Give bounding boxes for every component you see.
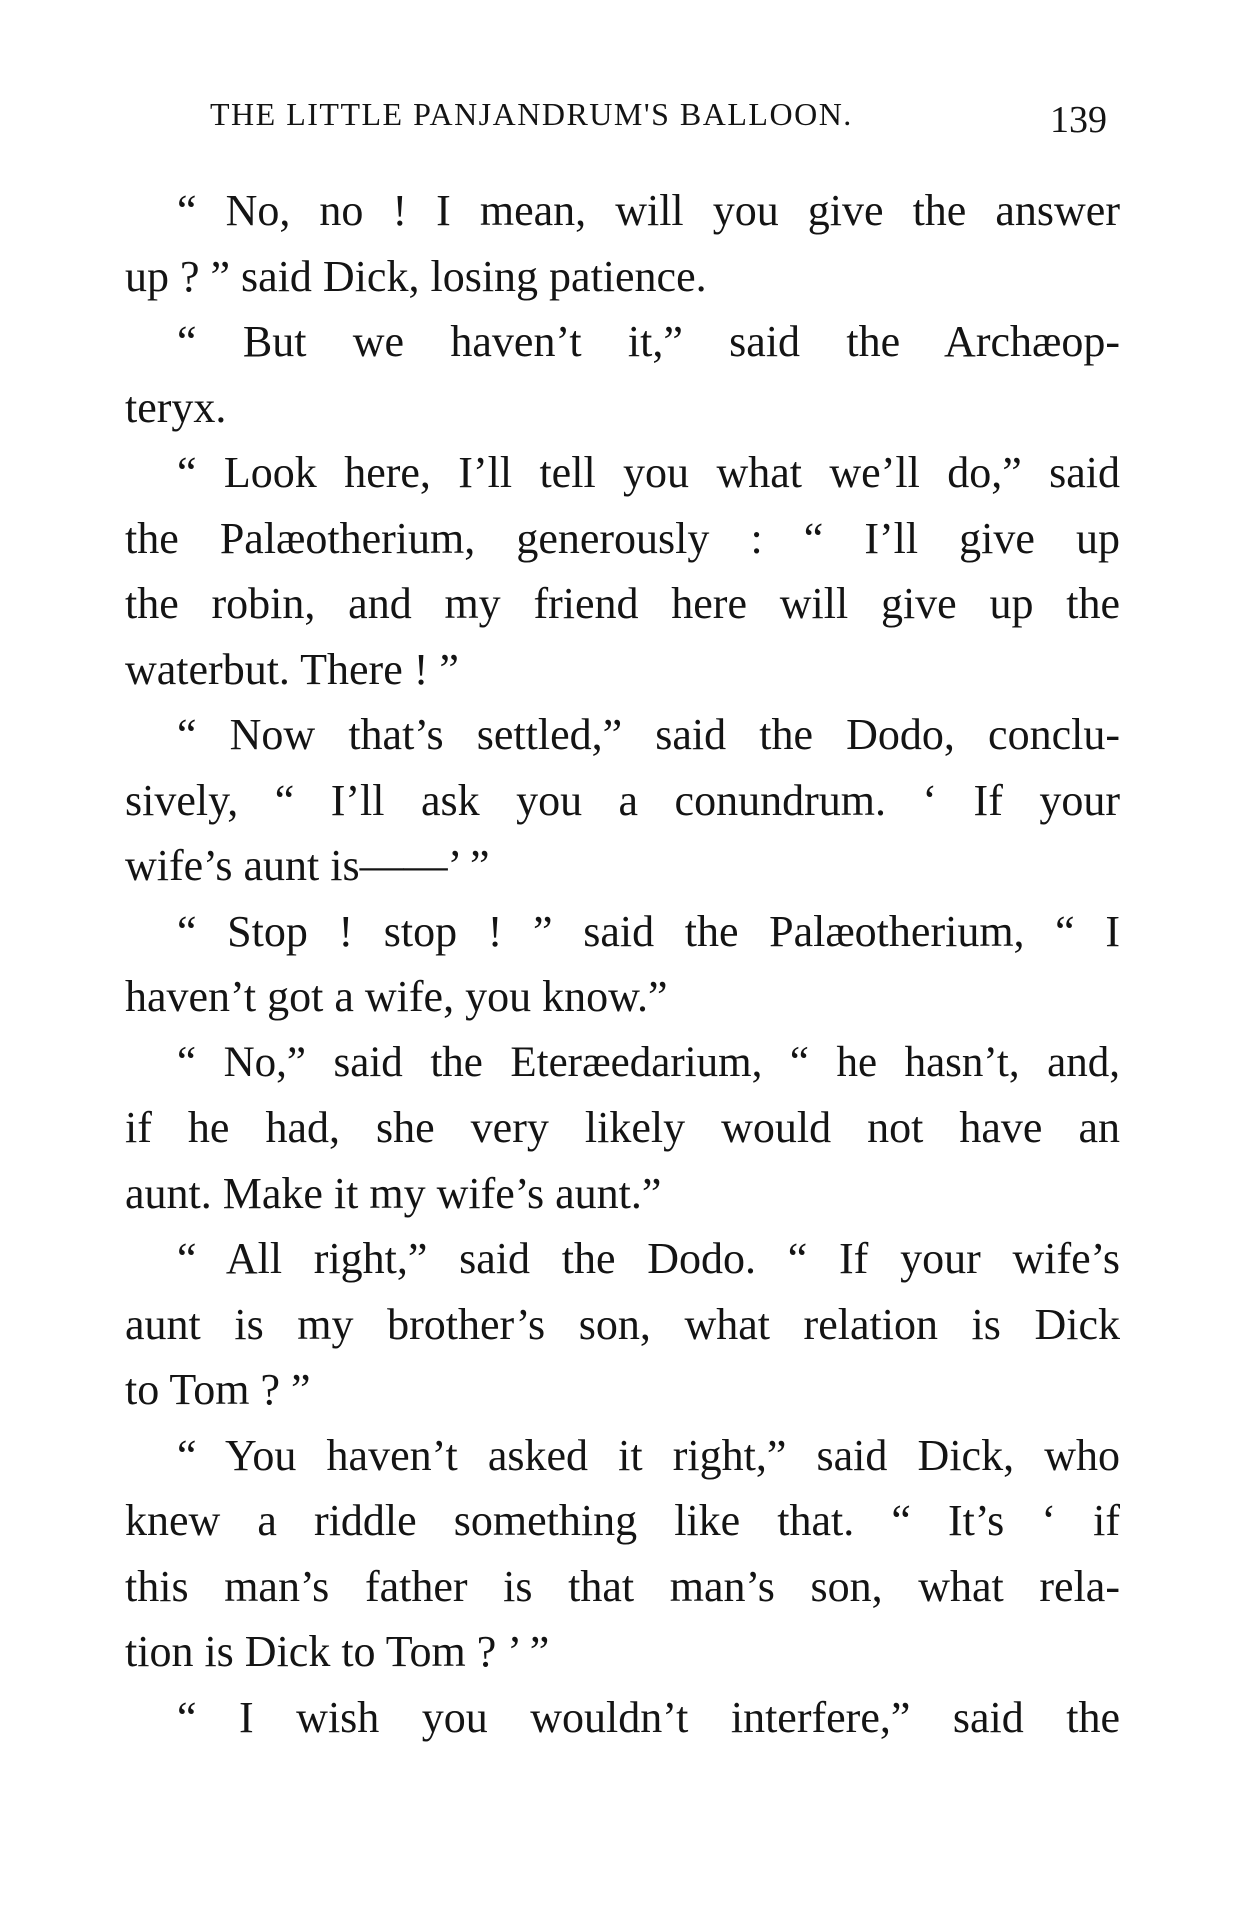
- text-line: haven’t got a wife, you know.”: [125, 972, 668, 1021]
- text-line: “ No,” said the Eteræedarium, “ he hasn’t, and,: [177, 1038, 1120, 1086]
- text-line: the Palæotherium, generously : “ I’ll give up: [125, 513, 1120, 563]
- text-line: waterbut. There ! ”: [125, 644, 459, 694]
- text-line: teryx.: [125, 382, 227, 432]
- text-line: aunt. Make it my wife’s aunt.”: [125, 1168, 662, 1218]
- text-line: “ Now that’s settled,” said the Dodo, conclu-: [177, 710, 1120, 759]
- text-line: sively, “ I’ll ask you a conundrum. ‘ If your: [125, 775, 1120, 825]
- text-line: “ Stop ! stop ! ” said the Palæotherium, “ I: [177, 906, 1120, 956]
- text-line: wife’s aunt is——’ ”: [125, 841, 490, 890]
- text-line: “ You haven’t asked it right,” said Dick, who: [177, 1430, 1120, 1480]
- text-line: this man’s father is that man’s son, what rela-: [125, 1561, 1120, 1611]
- text-line: “ All right,” said the Dodo. “ If your wife’s: [177, 1234, 1120, 1283]
- text-line: knew a riddle something like that. “ It’s ‘ if: [125, 1496, 1120, 1545]
- page-number: 139: [1050, 99, 1107, 141]
- running-title: THE LITTLE PANJANDRUM'S BALLOON.: [210, 96, 853, 132]
- text-line: to Tom ? ”: [125, 1365, 311, 1414]
- text-line: “ No, no ! I mean, will you give the answer: [177, 186, 1120, 235]
- text-line: aunt is my brother’s son, what relation is Dick: [125, 1299, 1120, 1349]
- body-text: [125, 178, 1120, 1750]
- text-line: “ Look here, I’ll tell you what we’ll do,” said: [177, 448, 1120, 497]
- text-line: tion is Dick to Tom ? ’ ”: [125, 1627, 550, 1676]
- text-line: if he had, she very likely would not have an: [125, 1103, 1120, 1152]
- text-line: “ I wish you wouldn’t interfere,” said the: [177, 1692, 1120, 1742]
- text-line: the robin, and my friend here will give up the: [125, 579, 1120, 628]
- text-line: “ But we haven’t it,” said the Archæop-: [177, 317, 1120, 366]
- text-line: up ? ” said Dick, losing patience.: [125, 251, 707, 301]
